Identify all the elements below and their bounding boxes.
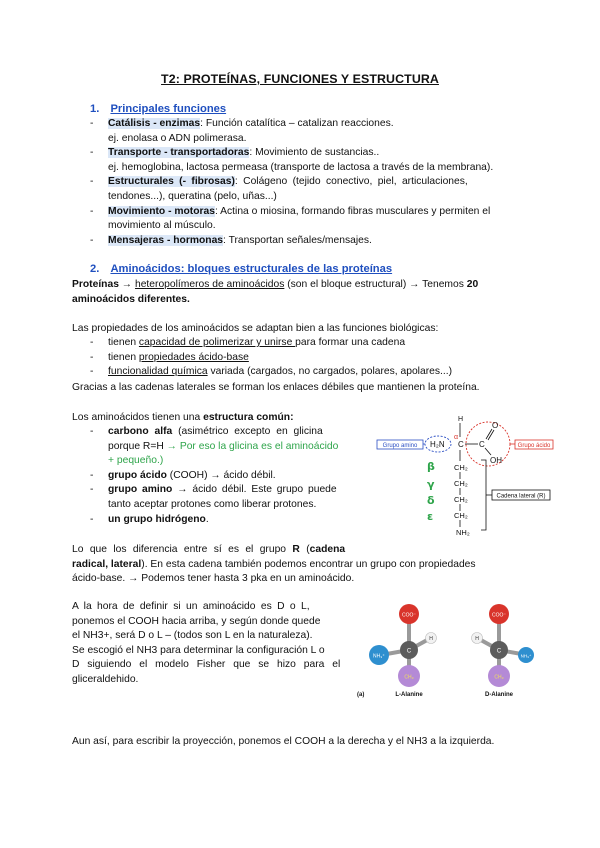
- side-chain-label: Cadena lateral (R): [496, 493, 546, 500]
- page-title: T2: PROTEÍNAS, FUNCIONES Y ESTRUCTURA: [161, 72, 439, 86]
- section-2-title: Aminoácidos: bloques estructurales de las proteínas: [110, 263, 393, 275]
- section-1-heading: [90, 103, 226, 115]
- list-item: - Estructurales (- fibrosas): Colágeno (tejido conectivo, piel, articulaciones,: [90, 176, 468, 188]
- h-top: H: [458, 416, 464, 423]
- alpha-carbon: C: [458, 440, 464, 449]
- hydroxyl: OH: [490, 456, 502, 465]
- ch2-beta: CH₂: [454, 463, 468, 472]
- oxygen: O: [492, 421, 499, 430]
- section-2-number: 2.: [90, 263, 100, 275]
- side-chains-paragraph: Gracias a las cadenas laterales se forman los enlaces débiles que mantienen la proteína.: [72, 382, 480, 393]
- list-item: - grupo ácido (COOH) → ácido débil.: [90, 469, 276, 481]
- properties-intro: Las propiedades de los aminoácidos se adaptan bien a las funciones biológicas:: [72, 323, 439, 334]
- structure-list: [90, 425, 362, 527]
- section-2-heading: [90, 263, 392, 275]
- list-item-cont: ej. enolasa o ADN polimerasa.: [108, 132, 247, 144]
- alpha-symbol: α: [454, 434, 459, 441]
- ch2-delta: CH₂: [454, 495, 468, 504]
- svg-text:NH₃⁺: NH₃⁺: [520, 653, 532, 659]
- acid-carbon: C: [479, 440, 485, 449]
- alanine-enantiomers-figure: [354, 600, 534, 698]
- list-item: - tienen capacidad de polimerizar y unirse para formar una cadena: [90, 337, 406, 348]
- list-item: - carbono alfa (asimétrico excepto en glicina: [90, 426, 323, 437]
- list-item-cont: tanto aceptar protones como liberar protones.: [108, 498, 317, 510]
- r-group-paragraph: Lo que los diferencia entre sí es el grupo R (cadena radical, lateral). En esta cadena también podemos encontrar un grupo con propiedades ácido-base. → Podemos tener hasta 3 pka en un aminoácido.: [72, 544, 476, 585]
- l-alanine-label: L-Alanine: [395, 692, 423, 698]
- list-item: - grupo amino → ácido débil. Este grupo puede: [90, 484, 337, 496]
- list-item: - Mensajeras - hormonas: Transportan señales/mensajes.: [90, 234, 372, 246]
- epsilon-symbol: ε: [427, 510, 434, 523]
- list-item: - Transporte - transportadoras: Movimiento de sustancias..: [90, 147, 380, 159]
- nh2-terminal: NH₂: [456, 528, 470, 537]
- projection-paragraph: Aun así, para escribir la proyección, ponemos el COOH a la derecha y el NH3 a la izquierda.: [72, 736, 495, 747]
- svg-text:C: C: [406, 648, 412, 655]
- svg-text:H: H: [475, 636, 479, 642]
- list-item-cont: tendones...), queratina (pelo, uñas...): [108, 190, 277, 202]
- svg-text:CH₃: CH₃: [494, 674, 504, 681]
- list-item: - funcionalidad química variada (cargados, no cargados, polares, apolares...): [90, 366, 453, 378]
- beta-symbol: β: [427, 460, 435, 473]
- functions-list: [90, 117, 530, 248]
- properties-list: [90, 336, 530, 380]
- common-structure-intro: Los aminoácidos tienen una estructura común:: [72, 412, 294, 423]
- amino-group-label: Grupo amino: [382, 443, 418, 449]
- h2n-text: H₂N: [430, 440, 445, 449]
- dl-paragraph: A la hora de definir si un aminoácido es D o L, ponemos el COOH hacia arriba, y según donde quede el NH3+, será D o L – (todos son L en la naturaleza). Se escogió el NH3 para determinar la configuración L o D siguiendo el modelo Fisher que se hizo para el gliceraldehido.: [72, 601, 341, 685]
- svg-text:NH₃⁺: NH₃⁺: [373, 653, 385, 660]
- svg-text:COO⁻: COO⁻: [401, 612, 417, 619]
- svg-text:CH₃: CH₃: [404, 674, 414, 681]
- side-chain-bracket: [481, 460, 486, 530]
- amino-acid-structure-figure: [370, 413, 555, 543]
- list-item: - Movimiento - motoras: Actina o miosina, formando fibras musculares y permiten el: [90, 205, 491, 217]
- list-item: - un grupo hidrógeno.: [90, 513, 209, 525]
- list-item-cont: + pequeño.): [108, 455, 164, 467]
- acid-group-label: Grupo ácido: [517, 443, 551, 449]
- d-alanine-label: D-Alanine: [484, 692, 514, 698]
- svg-text:COO⁻: COO⁻: [491, 612, 507, 619]
- list-item-cont: movimiento al músculo.: [108, 220, 216, 232]
- section-1-number: 1.: [90, 103, 100, 115]
- panel-label: (a): [357, 692, 365, 698]
- list-item-cont: porque R=H → Por eso la glicina es el aminoácido: [108, 440, 339, 452]
- svg-text:H: H: [429, 636, 433, 642]
- list-item-cont: ej. hemoglobina, lactosa permeasa (transporte de lactosa a través de la membrana).: [108, 161, 494, 173]
- d-alanine-model: [472, 604, 535, 687]
- section-1-title: Principales funciones: [110, 103, 227, 115]
- gamma-symbol: γ: [427, 478, 435, 491]
- delta-symbol: δ: [427, 494, 435, 507]
- proteins-paragraph: Proteínas → heteropolímeros de aminoácidos (son el bloque estructural) → Tenemos 20 aminoácidos diferentes.: [72, 279, 479, 305]
- l-alanine-model: [369, 604, 437, 687]
- svg-text:C: C: [496, 648, 502, 655]
- ch2-epsilon: CH₂: [454, 511, 468, 520]
- list-item: - tienen propiedades ácido-base: [90, 351, 249, 363]
- list-item: - Catálisis - enzimas: Función catalítica – catalizan reacciones.: [90, 118, 394, 129]
- ch2-gamma: CH₂: [454, 479, 468, 488]
